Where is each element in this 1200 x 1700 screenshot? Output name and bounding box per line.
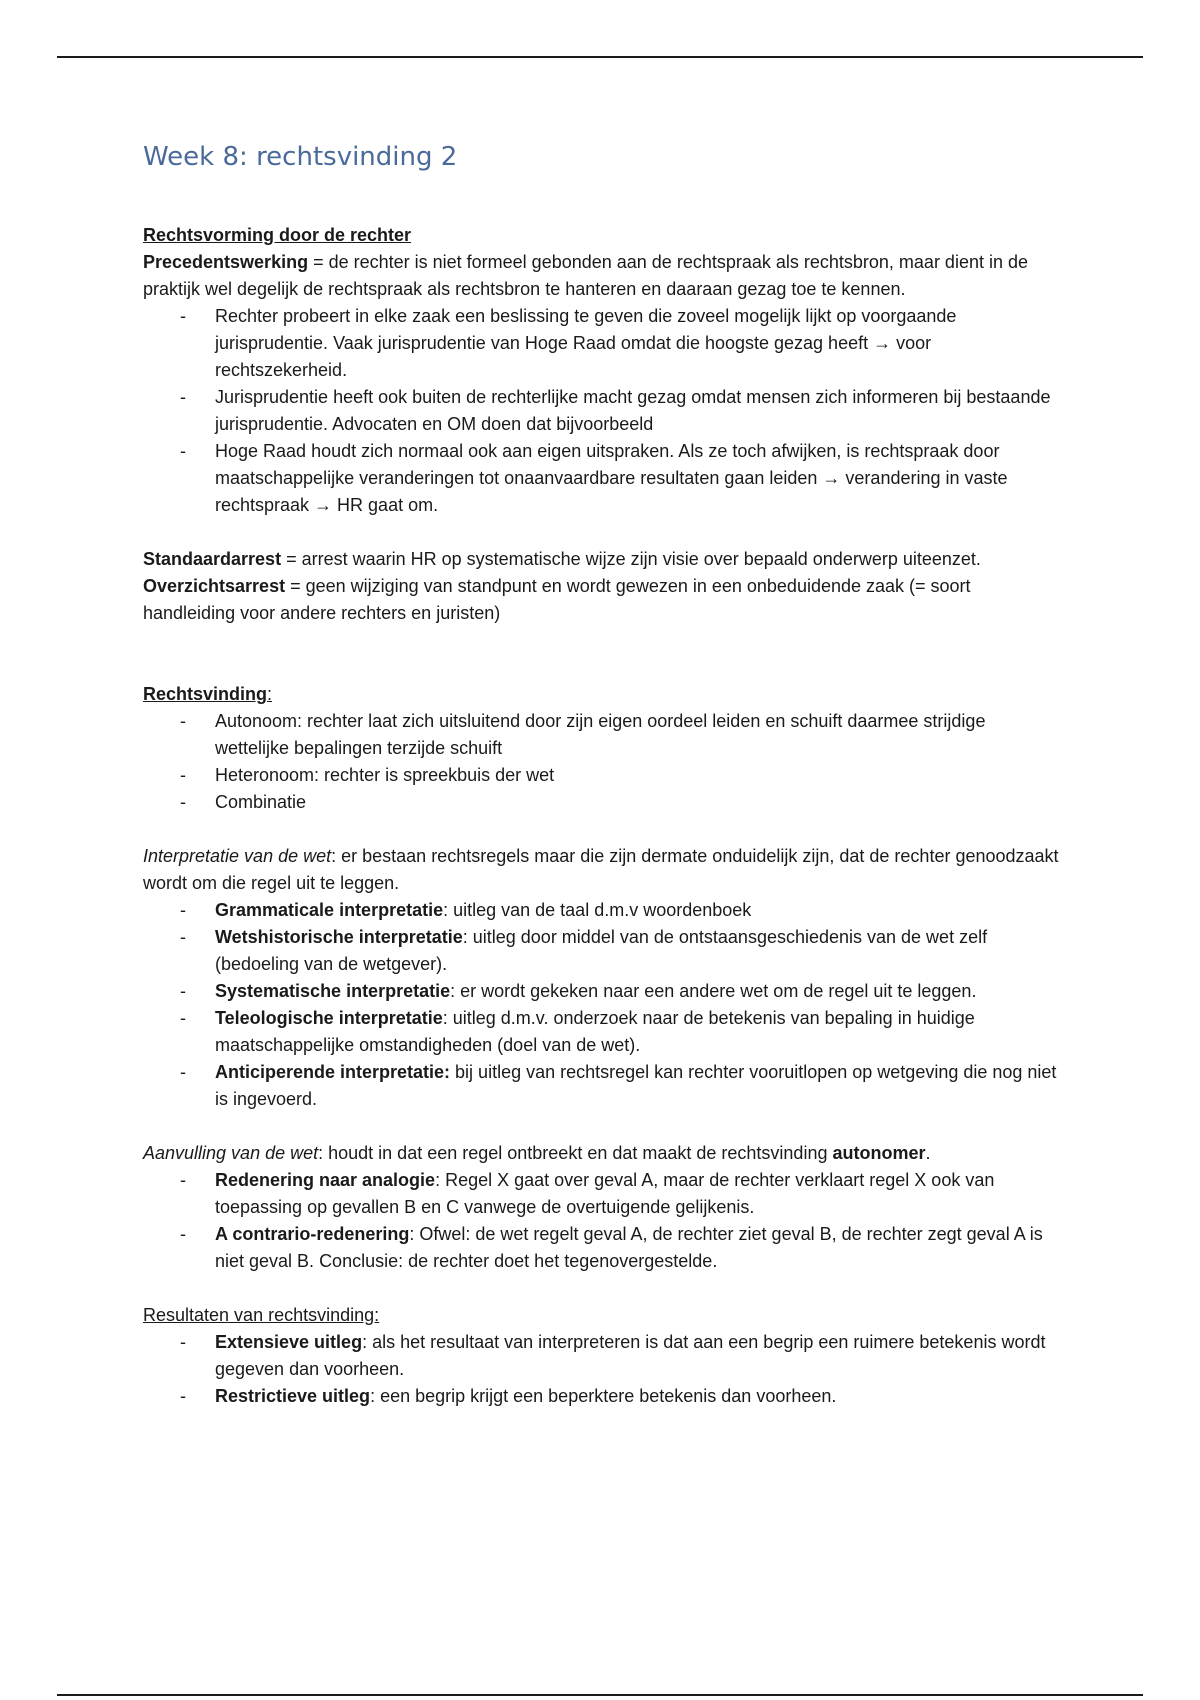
bullet-dash: - — [180, 387, 186, 407]
bullet-list-rechtsvinding — [143, 708, 1063, 816]
list-item: - Jurisprudentie heeft ook buiten de rechterlijke macht gezag omdat mensen zich informeren bij bestaande jurisprudentie. Advocaten en OM doen dat bijvoorbeeld — [143, 384, 1063, 438]
bullet-list-resultaten — [143, 1329, 1063, 1410]
bullet-dash: - — [180, 1062, 186, 1082]
paragraph-standaardarrest: Standaardarrest = arrest waarin HR op systematische wijze zijn visie over bepaald onderwerp uiteenzet. — [143, 549, 981, 569]
list-item: - Wetshistorische interpretatie: uitleg door middel van de ontstaansgeschiedenis van de wet zelf (bedoeling van de wetgever). — [143, 924, 1063, 978]
list-item: - Combinatie — [143, 789, 1063, 816]
bullet-dash: - — [180, 306, 186, 326]
bullet-dash: - — [180, 900, 186, 920]
section-heading-rechtsvorming: Rechtsvorming door de rechter — [143, 225, 412, 245]
bullet-dash: - — [180, 1386, 186, 1406]
list-item: - Anticiperende interpretatie: bij uitleg van rechtsregel kan rechter vooruitlopen op wetgeving die nog niet is ingevoerd. — [143, 1059, 1063, 1113]
page-title: Week 8: rechtsvinding 2 — [143, 142, 458, 172]
bullet-dash: - — [180, 1008, 186, 1028]
list-item: - A contrario-redenering: Ofwel: de wet regelt geval A, de rechter ziet geval B, de rechter zegt geval A is niet geval B. Conclusie: de rechter doet het tegenovergestelde. — [143, 1221, 1063, 1275]
header-rule — [57, 56, 1143, 58]
list-item: - Grammaticale interpretatie: uitleg van de taal d.m.v woordenboek — [143, 897, 1063, 924]
bullet-list-interpretatie — [143, 897, 1063, 1113]
list-item: - Restrictieve uitleg: een begrip krijgt een beperktere betekenis dan voorheen. — [143, 1383, 1063, 1410]
list-item: - Hoge Raad houdt zich normaal ook aan eigen uitspraken. Als ze toch afwijken, is rechtspraak door maatschappelijke veranderingen tot onaanvaardbare resultaten gaan leiden → verandering in vaste rechtspraak → HR gaat om. — [143, 438, 1063, 519]
section-heading-resultaten: Resultaten van rechtsvinding: — [143, 1305, 380, 1325]
term-aanvulling: Aanvulling van de wet — [143, 1143, 319, 1163]
bullet-dash: - — [180, 981, 186, 1001]
bullet-dash: - — [180, 792, 186, 812]
list-item: - Rechter probeert in elke zaak een beslissing te geven die zoveel mogelijk lijkt op voorgaande jurisprudentie. Vaak jurisprudentie van Hoge Raad omdat die hoogste gezag heeft → voor rechtszekerheid. — [143, 303, 1063, 384]
term-standaardarrest: Standaardarrest — [143, 549, 282, 569]
list-item: - Heteronoom: rechter is spreekbuis der wet — [143, 762, 1063, 789]
footer-rule — [57, 1694, 1143, 1696]
bullet-list-precedents — [143, 303, 1063, 519]
bullet-dash: - — [180, 927, 186, 947]
list-item: - Teleologische interpretatie: uitleg d.m.v. onderzoek naar de betekenis van bepaling in huidige maatschappelijke omstandigheden (doel van de wet). — [143, 1005, 1063, 1059]
list-item: - Systematische interpretatie: er wordt gekeken naar een andere wet om de regel uit te leggen. — [143, 978, 1063, 1005]
bullet-dash: - — [180, 1224, 186, 1244]
paragraph-aanvulling: Aanvulling van de wet: houdt in dat een regel ontbreekt en dat maakt de rechtsvinding autonomer. — [143, 1143, 931, 1163]
list-item: - Extensieve uitleg: als het resultaat van interpreteren is dat aan een begrip een ruimere betekenis wordt gegeven dan voorheen. — [143, 1329, 1063, 1383]
paragraph-precedentswerking: Precedentswerking = de rechter is niet formeel gebonden aan de rechtspraak als rechtsbron, maar dient in de praktijk wel degelijk de rechtspraak als rechtsbron te hanteren en daaraan gezag toe te kennen. — [143, 252, 1028, 299]
term-overzichtsarrest: Overzichtsarrest — [143, 576, 286, 596]
bullet-dash: - — [180, 1170, 186, 1190]
list-item: - Autonoom: rechter laat zich uitsluitend door zijn eigen oordeel leiden en schuift daarmee strijdige wettelijke bepalingen terzijde schuift — [143, 708, 1063, 762]
paragraph-interpretatie: Interpretatie van de wet: er bestaan rechtsregels maar die zijn dermate onduidelijk zijn, dat de rechter genoodzaakt wordt om die regel uit te leggen. — [143, 846, 1059, 893]
bullet-dash: - — [180, 441, 186, 461]
bullet-dash: - — [180, 1332, 186, 1352]
term-precedentswerking: Precedentswerking — [143, 252, 309, 272]
bullet-dash: - — [180, 765, 186, 785]
section-heading-rechtsvinding: Rechtsvinding: — [143, 684, 273, 704]
paragraph-overzichtsarrest: Overzichtsarrest = geen wijziging van standpunt en wordt gewezen in een onbeduidende zaak (= soort handleiding voor andere rechters en juristen) — [143, 576, 971, 623]
term-interpretatie: Interpretatie van de wet — [143, 846, 332, 866]
bullet-dash: - — [180, 711, 186, 731]
list-item: - Redenering naar analogie: Regel X gaat over geval A, maar de rechter verklaart regel X ook van toepassing op gevallen B en C vanwege de overtuigende gelijkenis. — [143, 1167, 1063, 1221]
bullet-list-aanvulling — [143, 1167, 1063, 1275]
document-body — [143, 140, 1063, 1410]
